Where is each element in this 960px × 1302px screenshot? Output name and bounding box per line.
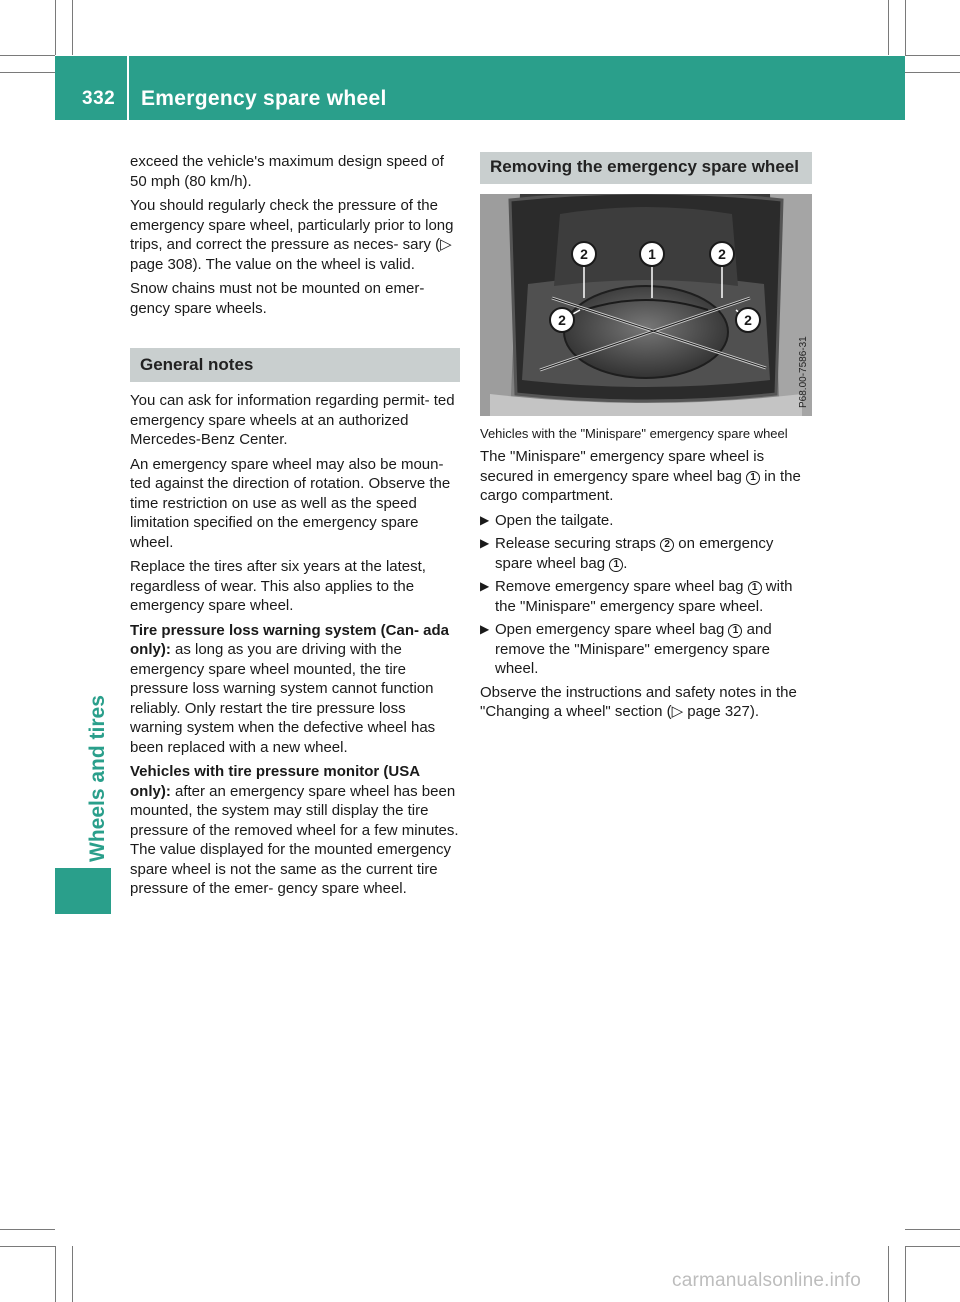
crop-mark (0, 55, 55, 56)
crop-mark (0, 1229, 55, 1230)
bold-lead: Tire pressure loss warning system (Can- ada only): (130, 621, 450, 658)
instruction-step (480, 577, 812, 616)
right-column (480, 152, 812, 727)
intro-paragraph (480, 447, 812, 506)
bold-lead: Vehicles with tire pressure monitor (USA only): (130, 763, 420, 800)
crop-mark (0, 1246, 55, 1247)
figure-illustration (480, 194, 812, 416)
callout-number: 2 (718, 246, 726, 262)
site-watermark: carmanualsonline.info (672, 1270, 862, 1291)
step-text: Open emergency spare wheel bag (495, 621, 729, 638)
callout-number: 1 (648, 246, 656, 262)
callout-marker (736, 308, 760, 332)
step-arrow-icon: ▶ (480, 622, 490, 636)
crop-mark (888, 1246, 889, 1302)
paragraph-text: as long as you are driving with the emergency spare wheel mounted, the tire pressure loss warning system cannot function reliably. Only restart the tire pressure loss warning system when the defective wheel has been replaced with a new wheel. (130, 641, 436, 756)
outro-paragraph: Observe the instructions and safety notes in the "Changing a wheel" section (▷ page 327). (480, 683, 797, 720)
crop-mark (55, 1246, 56, 1302)
callout-ref: 1 (728, 624, 742, 638)
paragraph: Replace the tires after six years at the latest, regardless of wear. This also applies to the emergency spare wheel. (130, 558, 426, 614)
paragraph: Snow chains must not be mounted on emer- gency spare wheels. (130, 280, 425, 317)
callout-ref: 1 (609, 558, 623, 572)
callout-number: 2 (580, 246, 588, 262)
crop-mark (905, 1246, 906, 1302)
paragraph-tire-monitor (130, 762, 460, 899)
crop-mark (905, 55, 960, 56)
callout-ref: 1 (748, 581, 762, 595)
crop-mark (905, 1229, 960, 1230)
paragraph: An emergency spare wheel may also be moun- ted against the direction of rotation. Observe the time restriction on use as well as the speed limitation specified on the emergency spare wheel. (130, 455, 451, 551)
figure-caption: Vehicles with the "Minispare" emergency spare wheel (480, 426, 788, 441)
crop-mark (905, 0, 906, 55)
callout-number: 2 (744, 312, 752, 328)
figure-code: P68.00-7586-31 (798, 336, 809, 408)
paragraph: exceed the vehicle's maximum design speed of 50 mph (80 km/h). (130, 153, 444, 190)
paragraph-text: after an emergency spare wheel has been mounted, the system may still display the tire pressure of the removed wheel for a few minutes. The value displayed for the mounted emergency spare wheel is not the same as the current tire pressure of the emer- gency spare wheel. (130, 782, 459, 897)
step-text: . (623, 554, 628, 572)
instruction-step (480, 534, 812, 573)
paragraph-tire-loss (130, 621, 460, 758)
page-number: 332 (82, 88, 116, 109)
step-text: with the "Minispare" emergency spare wheel. (495, 578, 793, 615)
page-title: Emergency spare wheel (141, 87, 387, 110)
step-text: Remove emergency spare wheel bag (495, 578, 748, 595)
cargo-compartment-figure (480, 194, 812, 416)
callout-ref: 2 (660, 538, 674, 552)
step-text: and remove the "Minispare" emergency spare wheel. (495, 621, 772, 677)
crop-mark (905, 72, 960, 73)
callout-marker (710, 242, 734, 266)
crop-mark (72, 1246, 73, 1302)
callout-number: 2 (558, 312, 566, 328)
paragraph: You can ask for information regarding permit- ted emergency spare wheels at an authorized Mercedes-Benz Center. (130, 392, 455, 448)
section-heading-general-notes: General notes (130, 348, 460, 382)
section-heading-removing: Removing the emergency spare wheel (480, 152, 812, 184)
callout-marker (550, 308, 574, 332)
crop-mark (72, 0, 73, 55)
crop-mark (905, 1246, 960, 1247)
crop-mark (0, 72, 55, 73)
paragraph: You should regularly check the pressure of the emergency spare wheel, particularly prior to long trips, and correct the pressure as neces- sary (▷ page 308). The value on the wheel is valid. (130, 197, 454, 273)
callout-ref: 1 (746, 471, 760, 485)
instruction-step (480, 620, 812, 679)
text-run: The "Minispare" emergency spare wheel is secured in emergency spare wheel bag (480, 448, 765, 485)
crop-mark (888, 0, 889, 55)
step-arrow-icon: ▶ (480, 512, 490, 527)
left-column (130, 152, 460, 904)
instruction-step (480, 511, 812, 531)
step-text: on emergency spare wheel bag (495, 535, 774, 572)
text-run: in the cargo compartment. (480, 467, 801, 504)
callout-marker (572, 242, 596, 266)
step-arrow-icon: ▶ (480, 579, 490, 593)
chapter-side-label: Wheels and tires (86, 695, 109, 862)
header-divider (127, 56, 129, 120)
crop-mark (55, 0, 56, 55)
step-text: Release securing straps (495, 535, 661, 552)
step-arrow-icon: ▶ (480, 536, 490, 550)
step-text: Open the tailgate. (495, 511, 614, 529)
chapter-side-block (55, 868, 111, 914)
callout-marker (640, 242, 664, 266)
